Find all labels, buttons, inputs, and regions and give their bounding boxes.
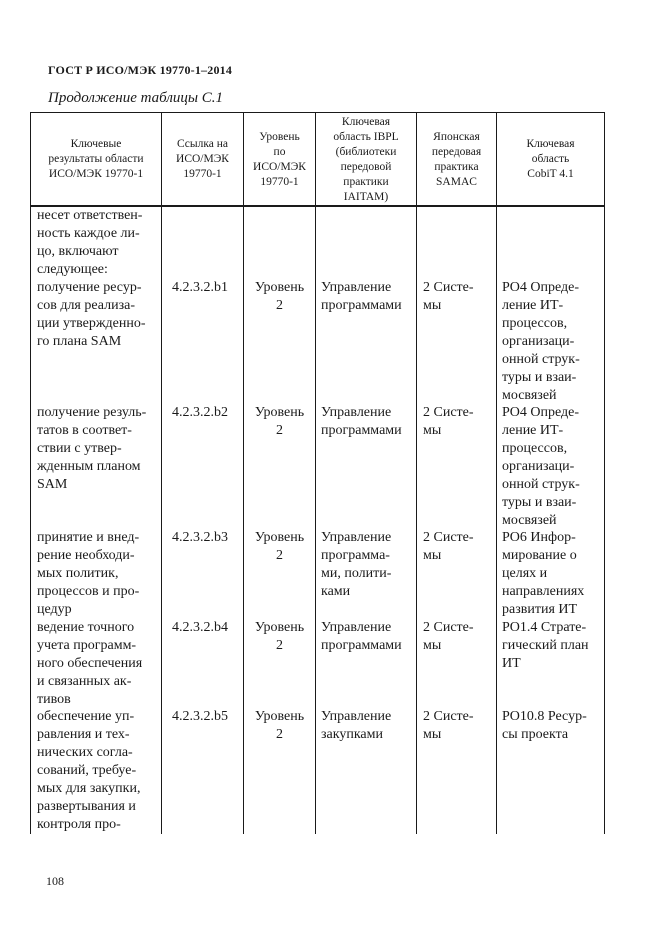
column-border [30,112,31,834]
cell-samac: 2 Систе- мы [423,620,474,653]
header-reference: Ссылка на ИСО/МЭК 19770-1 [176,138,229,180]
cell-reference: 4.2.3.2.b1 [172,280,228,295]
cell-result: получение ресур- сов для реализа- ции утвержденно- го плана SAM [37,280,146,349]
header-samac: Японская передовая практика SAMAC [431,130,482,188]
cell-level: Уровень 2 [254,280,305,313]
cell-result: получение резуль- татов в соответ- ствии с утвер- жденным планом SAM [37,405,147,492]
cell-samac: 2 Систе- мы [423,280,474,313]
cell-reference: 4.2.3.2.b5 [172,709,228,724]
header-level: Уровень по ИСО/МЭК 19770-1 [253,130,306,188]
cell-ibpl: Управление программами [321,280,402,313]
table-top-border [30,112,605,113]
column-border [604,112,605,834]
cell-level: Уровень 2 [254,405,305,438]
intro-text: несет ответствен- ность каждое ли- цо, включают следующее: [37,208,143,277]
cell-level: Уровень 2 [254,620,305,653]
header-ibpl: Ключевая область IBPL (библиотеки передовой практики IAITAM) [333,115,399,203]
cell-ibpl: Управление программа- ми, полити- ками [321,530,392,599]
cell-level: Уровень 2 [254,709,305,742]
cell-reference: 4.2.3.2.b2 [172,405,228,420]
cell-cobit: PO4 Опреде- ление ИТ- процессов, организаци- онной струк- туры и взаи- мосвязей [502,405,580,528]
table-caption: Продолжение таблицы С.1 [48,90,224,106]
cell-cobit: PO1.4 Страте- гический план ИТ [502,620,589,671]
column-border [161,112,162,834]
cell-ibpl: Управление программами [321,405,402,438]
column-border [496,112,497,834]
header-key-results: Ключевые результаты области ИСО/МЭК 19770-1 [48,138,144,180]
cell-cobit: PO4 Опреде- ление ИТ- процессов, организаци- онной струк- туры и взаи- мосвязей [502,280,580,403]
cell-result: ведение точного учета программ- ного обеспечения и связанных ак- тивов [37,620,143,707]
page-number: 108 [46,874,64,888]
cell-samac: 2 Систе- мы [423,405,474,438]
cell-reference: 4.2.3.2.b3 [172,530,228,545]
document-title: ГОСТ Р ИСО/МЭК 19770-1–2014 [48,63,233,77]
cell-samac: 2 Систе- мы [423,709,474,742]
cell-reference: 4.2.3.2.b4 [172,620,228,635]
comparison-table [30,112,605,834]
cell-cobit: PO6 Инфор- мирование о целях и направлениях развития ИТ [502,530,585,617]
cell-ibpl: Управление закупками [321,709,392,742]
cell-cobit: PO10.8 Ресур- сы проекта [502,709,587,742]
cell-result: принятие и внед- рение необходи- мых политик, процессов и про- цедур [37,530,140,617]
column-border [416,112,417,834]
header-cobit: Ключевая область CobiT 4.1 [526,138,575,180]
cell-level: Уровень 2 [254,530,305,563]
cell-ibpl: Управление программами [321,620,402,653]
cell-samac: 2 Систе- мы [423,530,474,563]
cell-result: обеспечение уп- равления и тех- нических согла- сований, требуе- мых для закупки, развертывания и контроля про- [37,709,141,832]
column-border [315,112,316,834]
